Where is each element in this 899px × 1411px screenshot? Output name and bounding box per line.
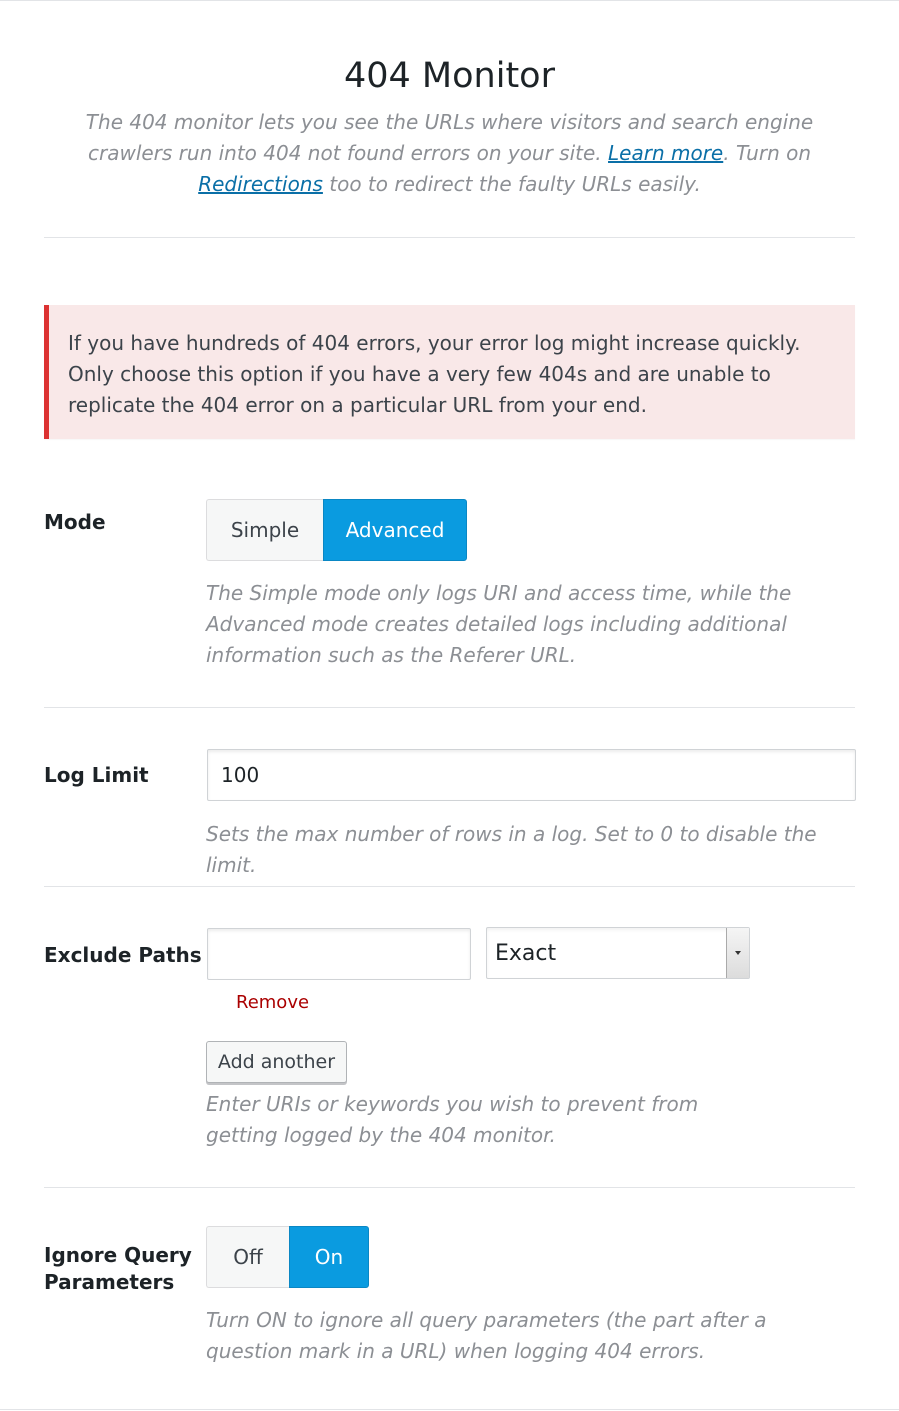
- add-another-button[interactable]: Add another: [206, 1041, 347, 1083]
- ignore-query-label: Ignore Query Parameters: [44, 1243, 192, 1294]
- exclude-paths-label: Exclude Paths: [44, 943, 202, 967]
- intro-text-after: too to redirect the faulty URLs easily.: [322, 172, 701, 196]
- log-limit-help: Sets the max number of rows in a log. Set to 0 to disable the limit.: [206, 822, 817, 877]
- mode-toggle: [206, 499, 467, 561]
- log-limit-label: Log Limit: [44, 763, 149, 787]
- exclude-path-input[interactable]: [207, 928, 471, 980]
- warning-notice: If you have hundreds of 404 errors, your error log might increase quickly. Only choose this option if you have a very few 404s and are unable to replicate the 404 error on a particular URL from your end.: [44, 305, 855, 439]
- intro-description: [44, 107, 855, 200]
- learn-more-link[interactable]: Learn more: [608, 141, 724, 165]
- ignore-query-toggle: [206, 1226, 369, 1288]
- mode-simple-option[interactable]: Simple: [206, 499, 323, 561]
- comparison-select[interactable]: [486, 927, 750, 979]
- divider: [0, 1409, 899, 1410]
- divider: [44, 1187, 855, 1188]
- exclude-paths-help: Enter URIs or keywords you wish to prevent from getting logged by the 404 monitor.: [206, 1092, 699, 1147]
- divider: [44, 237, 855, 238]
- intro-text-before: The 404 monitor lets you see the URLs where visitors and search engine crawlers run into 404 not found errors on your site.: [85, 110, 814, 165]
- ignore-query-off-option[interactable]: Off: [206, 1226, 289, 1288]
- redirections-link[interactable]: Redirections: [198, 172, 323, 196]
- ignore-query-help: Turn ON to ignore all query parameters (the part after a question mark in a URL) when logging 404 errors.: [206, 1308, 767, 1363]
- page-title: 404 Monitor: [344, 56, 555, 96]
- mode-help: The Simple mode only logs URI and access time, while the Advanced mode creates detailed logs including additional information such as the Referer URL.: [206, 581, 792, 667]
- divider: [44, 707, 855, 708]
- ignore-query-on-option[interactable]: On: [289, 1226, 369, 1288]
- comparison-value: Exact: [495, 941, 557, 966]
- mode-advanced-option[interactable]: Advanced: [323, 499, 467, 561]
- log-limit-input[interactable]: [207, 749, 856, 801]
- mode-label: Mode: [44, 510, 106, 534]
- divider: [44, 886, 855, 887]
- remove-path-link[interactable]: Remove: [236, 992, 310, 1013]
- dropdown-arrow-icon[interactable]: [726, 928, 749, 978]
- intro-text-middle: . Turn on: [723, 141, 812, 165]
